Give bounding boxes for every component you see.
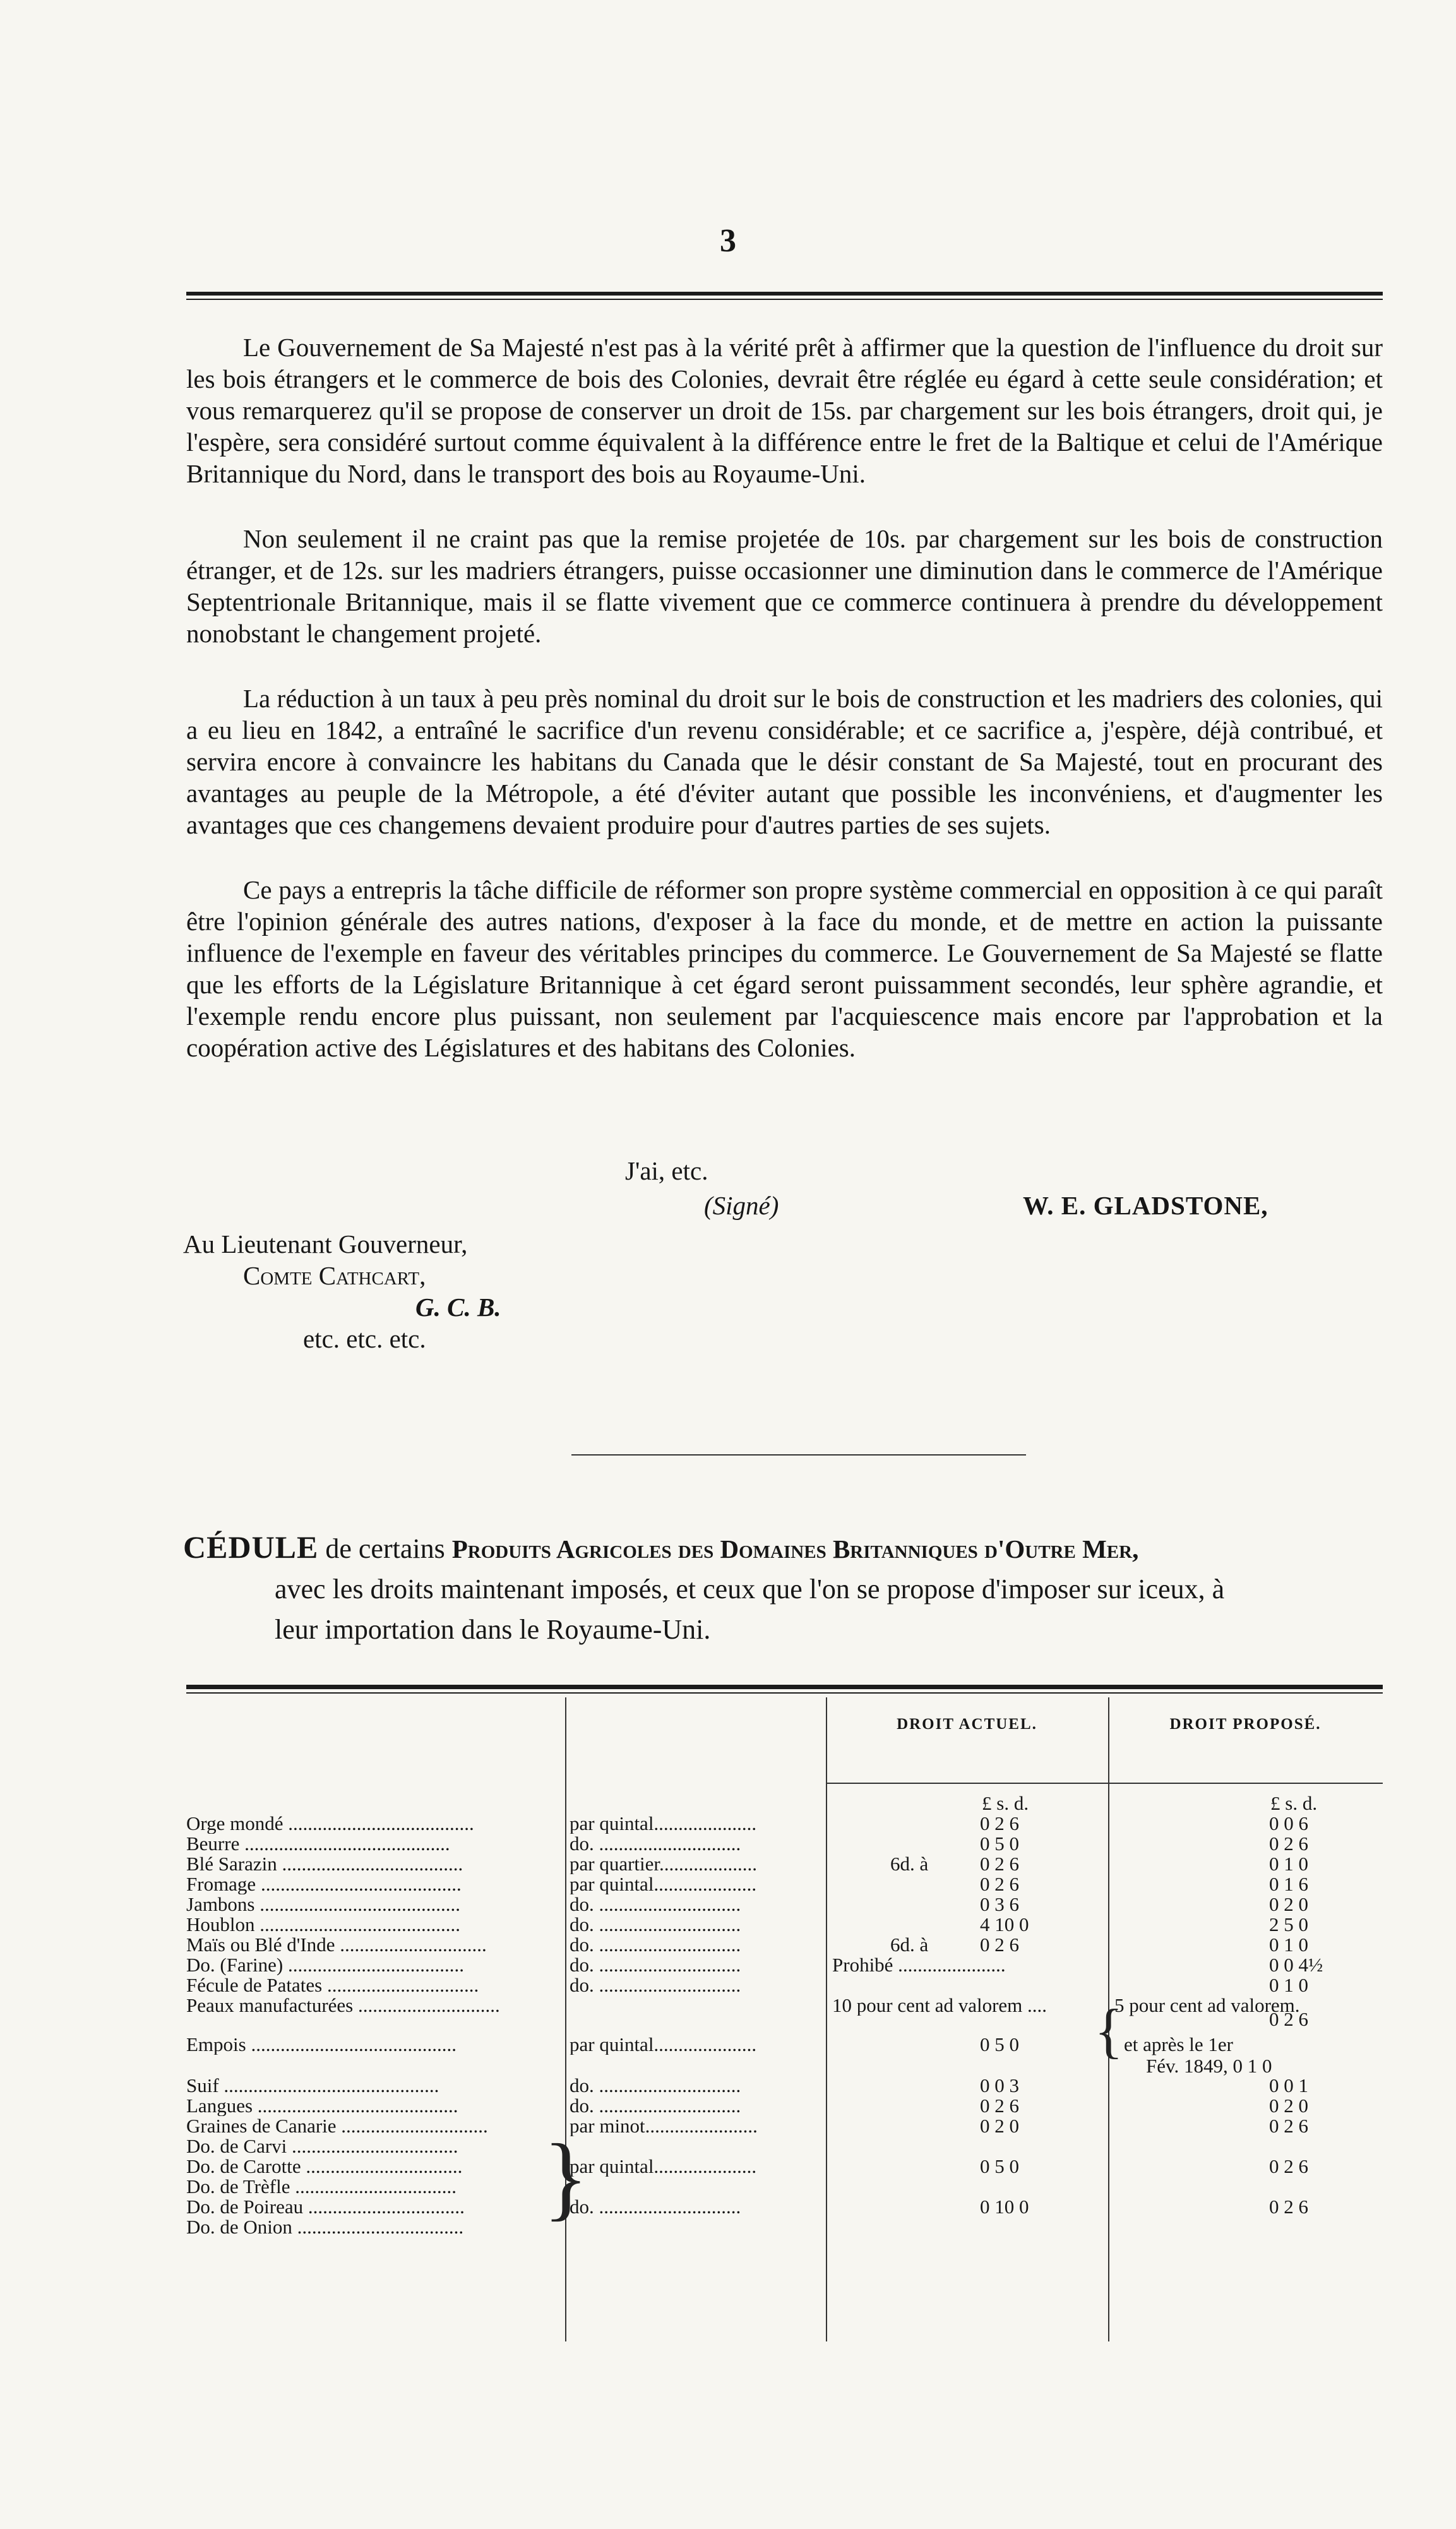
- brace-propose: {: [1094, 1997, 1124, 2064]
- table-row-actuel: 0 5 0: [980, 2033, 1019, 2055]
- table-row-name: Do. de Carotte ................................: [186, 2156, 463, 2177]
- table-row-name: Orge mondé ......................................: [186, 1814, 474, 1834]
- table-row-propose: 0 1 6: [1269, 1873, 1308, 1895]
- table-row-name: Do. (Farine) ....................................: [186, 1955, 464, 1975]
- table-row-unit: do. .............................: [570, 1935, 741, 1955]
- table-row-unit: par quintal.....................: [570, 1874, 757, 1894]
- table-row-propose: 0 2 6: [1269, 2196, 1308, 2218]
- cedule-line-3: leur importation dans le Royaume-Uni.: [275, 1614, 711, 1645]
- table-row-actuel: 0 2 6: [980, 2095, 1019, 2117]
- table-row-name: Do. de Trèfle .................................: [186, 2177, 456, 2197]
- paragraph-1: Le Gouvernement de Sa Majesté n'est pas à la vérité prêt à affirmer que la question de l'influence du droit sur les bois étrangers et le commerce de bois des Colonies, devrait être réglée eu égard à cette seule considération; et vous remarquerez qu'il se propose de conserver un droit de 15s. par chargement sur les bois étrangers, droit qui, je l'espère, sera considéré surtout comme équivalent à la différence entre le fret de la Baltique et celui de l'Amérique Britannique du Nord, dans le transport des bois au Royaume-Uni.: [186, 333, 1383, 488]
- table-row-unit: par quintal.....................: [570, 2035, 757, 2055]
- table-row-unit: do. .............................: [570, 1915, 741, 1935]
- table-top-rule-thin: [186, 1692, 1383, 1694]
- table-row-actuel: 0 5 0: [980, 2155, 1019, 2177]
- paragraph-4: Ce pays a entrepris la tâche difficile de réformer son propre système commercial en opposition à ce qui paraît être l'opinion générale des autres nations, d'exposer à la face du monde, et de mettre en action la puissante influence de l'exemple en faveur des véritables principes du commerce. Le Gouvernement de Sa Majesté se flatte que les efforts de la Législature Britannique à cet égard seront puissamment secondés, leur sphère agrandie, et l'exemple rendu encore plus puissant, non seulement par l'acquiescence mais encore par l'approbation et la coopération active des Législatures et des habitans des Colonies.: [186, 875, 1383, 1062]
- table-row-unit: do. .............................: [570, 2197, 741, 2217]
- salutation: J'ai, etc.: [625, 1156, 708, 1185]
- table-row-propose: 0 1 0: [1269, 1853, 1308, 1875]
- table-divider-1: [565, 1697, 566, 2341]
- table-row-actuel: 0 0 3: [980, 2074, 1019, 2096]
- table-row-unit: do. .............................: [570, 1955, 741, 1975]
- table-row-propose: 0 1 0: [1269, 1934, 1308, 1956]
- addressee-line-3: G. C. B.: [415, 1293, 501, 1322]
- table-row-actuel: 4 10 0: [980, 1913, 1029, 1935]
- table-row-propose: 5 pour cent ad valorem.: [1114, 1994, 1300, 2016]
- table-row-propose: 0 1 0: [1269, 1974, 1308, 1996]
- top-rule: [186, 292, 1383, 296]
- col-header-actuel: DROIT ACTUEL.: [897, 1716, 1037, 1733]
- table-row-propose: 0 0 1: [1269, 2074, 1308, 2096]
- table-row-name: Do. de Onion ..................................: [186, 2217, 464, 2237]
- table-row-unit: do. .............................: [570, 1834, 741, 1854]
- table-row-actuel-prefix: 6d. à: [890, 1934, 929, 1956]
- table-row-propose: 2 5 0: [1269, 1913, 1308, 1935]
- top-rule-thin: [186, 299, 1383, 300]
- table-row-propose: 0 2 0: [1269, 2095, 1308, 2117]
- table-row-name: Do. de Poireau ................................: [186, 2197, 465, 2217]
- table-row-name: Houblon .........................................: [186, 1915, 460, 1935]
- table-row-actuel-prefix: 6d. à: [890, 1853, 929, 1875]
- table-row-actuel: 0 3 6: [980, 1893, 1019, 1915]
- table-row-name: Maïs ou Blé d'Inde ..............................: [186, 1935, 487, 1955]
- table-row-name: Empois ..........................................: [186, 2035, 456, 2055]
- table-row-propose: 0 2 0: [1269, 1893, 1308, 1915]
- table-divider-2: [826, 1697, 827, 2341]
- addressee-line-4: etc. etc. etc.: [303, 1324, 426, 1353]
- table-row-unit: do. .............................: [570, 1894, 741, 1915]
- table-row-propose: 0 2 6: [1269, 2155, 1308, 2177]
- paragraph-3: La réduction à un taux à peu près nominal du droit sur le bois de construction et les madriers des colonies, qui a eu lieu en 1842, a entraîné le sacrifice d'un revenu considérable; et ce sacrifice a, j'espère, déjà contribué, et servira encore à convaincre les habitans du Canada que le désir constant de Sa Majesté, tout en procurant des avantages au peuple de la Métropole, a été d'éviter autant que possible les inconvéniens, et d'augmenter les avantages que ces changemens devaient produire pour d'autres parties de ses sujets.: [186, 684, 1383, 839]
- table-row-propose: 0 0 4½: [1269, 1954, 1323, 1976]
- table-row-name: Blé Sarazin .....................................: [186, 1854, 463, 1874]
- table-row-unit: do. .............................: [570, 2096, 741, 2116]
- table-row-unit: par quintal.....................: [570, 2156, 757, 2177]
- table-row-actuel: 0 2 6: [980, 1853, 1019, 1875]
- table-row-unit: do. .............................: [570, 1975, 741, 1995]
- table-row-propose-c: Fév. 1849, 0 1 0: [1146, 2055, 1272, 2077]
- table-row-name: Fécule de Patates ...............................: [186, 1975, 479, 1995]
- table-row-name: Jambons .........................................: [186, 1894, 460, 1915]
- table-row-name: Fromage .........................................: [186, 1874, 462, 1894]
- currency-header-actuel: £ s. d.: [982, 1792, 1029, 1814]
- addressee-line-2: Comte Cathcart,: [243, 1261, 426, 1290]
- currency-header-propose: £ s. d.: [1270, 1792, 1318, 1814]
- signe-label: (Signé): [704, 1191, 779, 1220]
- table-row-unit: do. .............................: [570, 2076, 741, 2096]
- table-row-unit: par quartier....................: [570, 1854, 758, 1874]
- table-row-propose: 0 2 6: [1269, 1832, 1308, 1855]
- cedule-smallcaps: Produits Agricoles des Domaines Britanniques d'Outre Mer,: [451, 1534, 1139, 1563]
- table-top-rule: [186, 1685, 1383, 1689]
- col-header-propose: DROIT PROPOSÉ.: [1169, 1716, 1322, 1733]
- table-row-name: Langues .........................................: [186, 2096, 458, 2116]
- table-row-name: Suif ............................................: [186, 2076, 439, 2096]
- table-row-actuel: 0 2 6: [980, 1934, 1019, 1956]
- table-row-propose-a: 0 2 6: [1269, 2008, 1308, 2030]
- table-row-actuel: 10 pour cent ad valorem ....: [832, 1995, 1047, 2016]
- table-row-propose: 0 2 6: [1269, 2115, 1308, 2137]
- signature: W. E. GLADSTONE,: [1023, 1191, 1268, 1220]
- table-row-actuel: 0 10 0: [980, 2196, 1029, 2218]
- table-header-rule: [826, 1783, 1383, 1784]
- cedule-heading: [183, 1527, 1389, 1650]
- cedule-title: CÉDULE: [183, 1529, 319, 1565]
- table-row-actuel: Prohibé ......................: [832, 1955, 1006, 1975]
- table-row-unit: par minot.......................: [570, 2116, 758, 2136]
- addressee-line-1: Au Lieutenant Gouverneur,: [183, 1229, 468, 1259]
- paragraph-2: Non seulement il ne craint pas que la remise projetée de 10s. par chargement sur les bois de construction étranger, et de 12s. sur les madriers étrangers, puisse occasionner une diminution dans le commerce de l'Amérique Septentrionale Britannique, mais il se flatte vivement que ce commerce continuera à prendre du développement nonobstant le changement projeté.: [186, 524, 1383, 648]
- table-row-actuel: 0 2 6: [980, 1873, 1019, 1895]
- brace-seeds: }: [543, 2125, 588, 2230]
- table-row-name: Peaux manufacturées .............................: [186, 1995, 500, 2016]
- table-row-actuel: 0 5 0: [980, 1832, 1019, 1855]
- table-row-actuel: 0 2 6: [980, 1812, 1019, 1834]
- page-number: 3: [720, 223, 736, 259]
- table-row-name: Beurre ..........................................: [186, 1834, 450, 1854]
- addressee: [183, 1228, 501, 1354]
- table-row-unit: par quintal.....................: [570, 1814, 757, 1834]
- table-row-propose-b: et après le 1er: [1124, 2033, 1233, 2055]
- cedule-text-1: de certains: [318, 1533, 452, 1564]
- table-row-name: Graines de Canarie ..............................: [186, 2116, 488, 2136]
- section-divider: [571, 1454, 1026, 1456]
- letter-body: [186, 332, 1383, 1097]
- table-row-propose: 0 0 6: [1269, 1812, 1308, 1834]
- table-row-name: Do. de Carvi ..................................: [186, 2136, 458, 2156]
- table-row-actuel: 0 2 0: [980, 2115, 1019, 2137]
- cedule-line-2: avec les droits maintenant imposés, et ceux que l'on se propose d'imposer sur iceux, à: [275, 1574, 1225, 1605]
